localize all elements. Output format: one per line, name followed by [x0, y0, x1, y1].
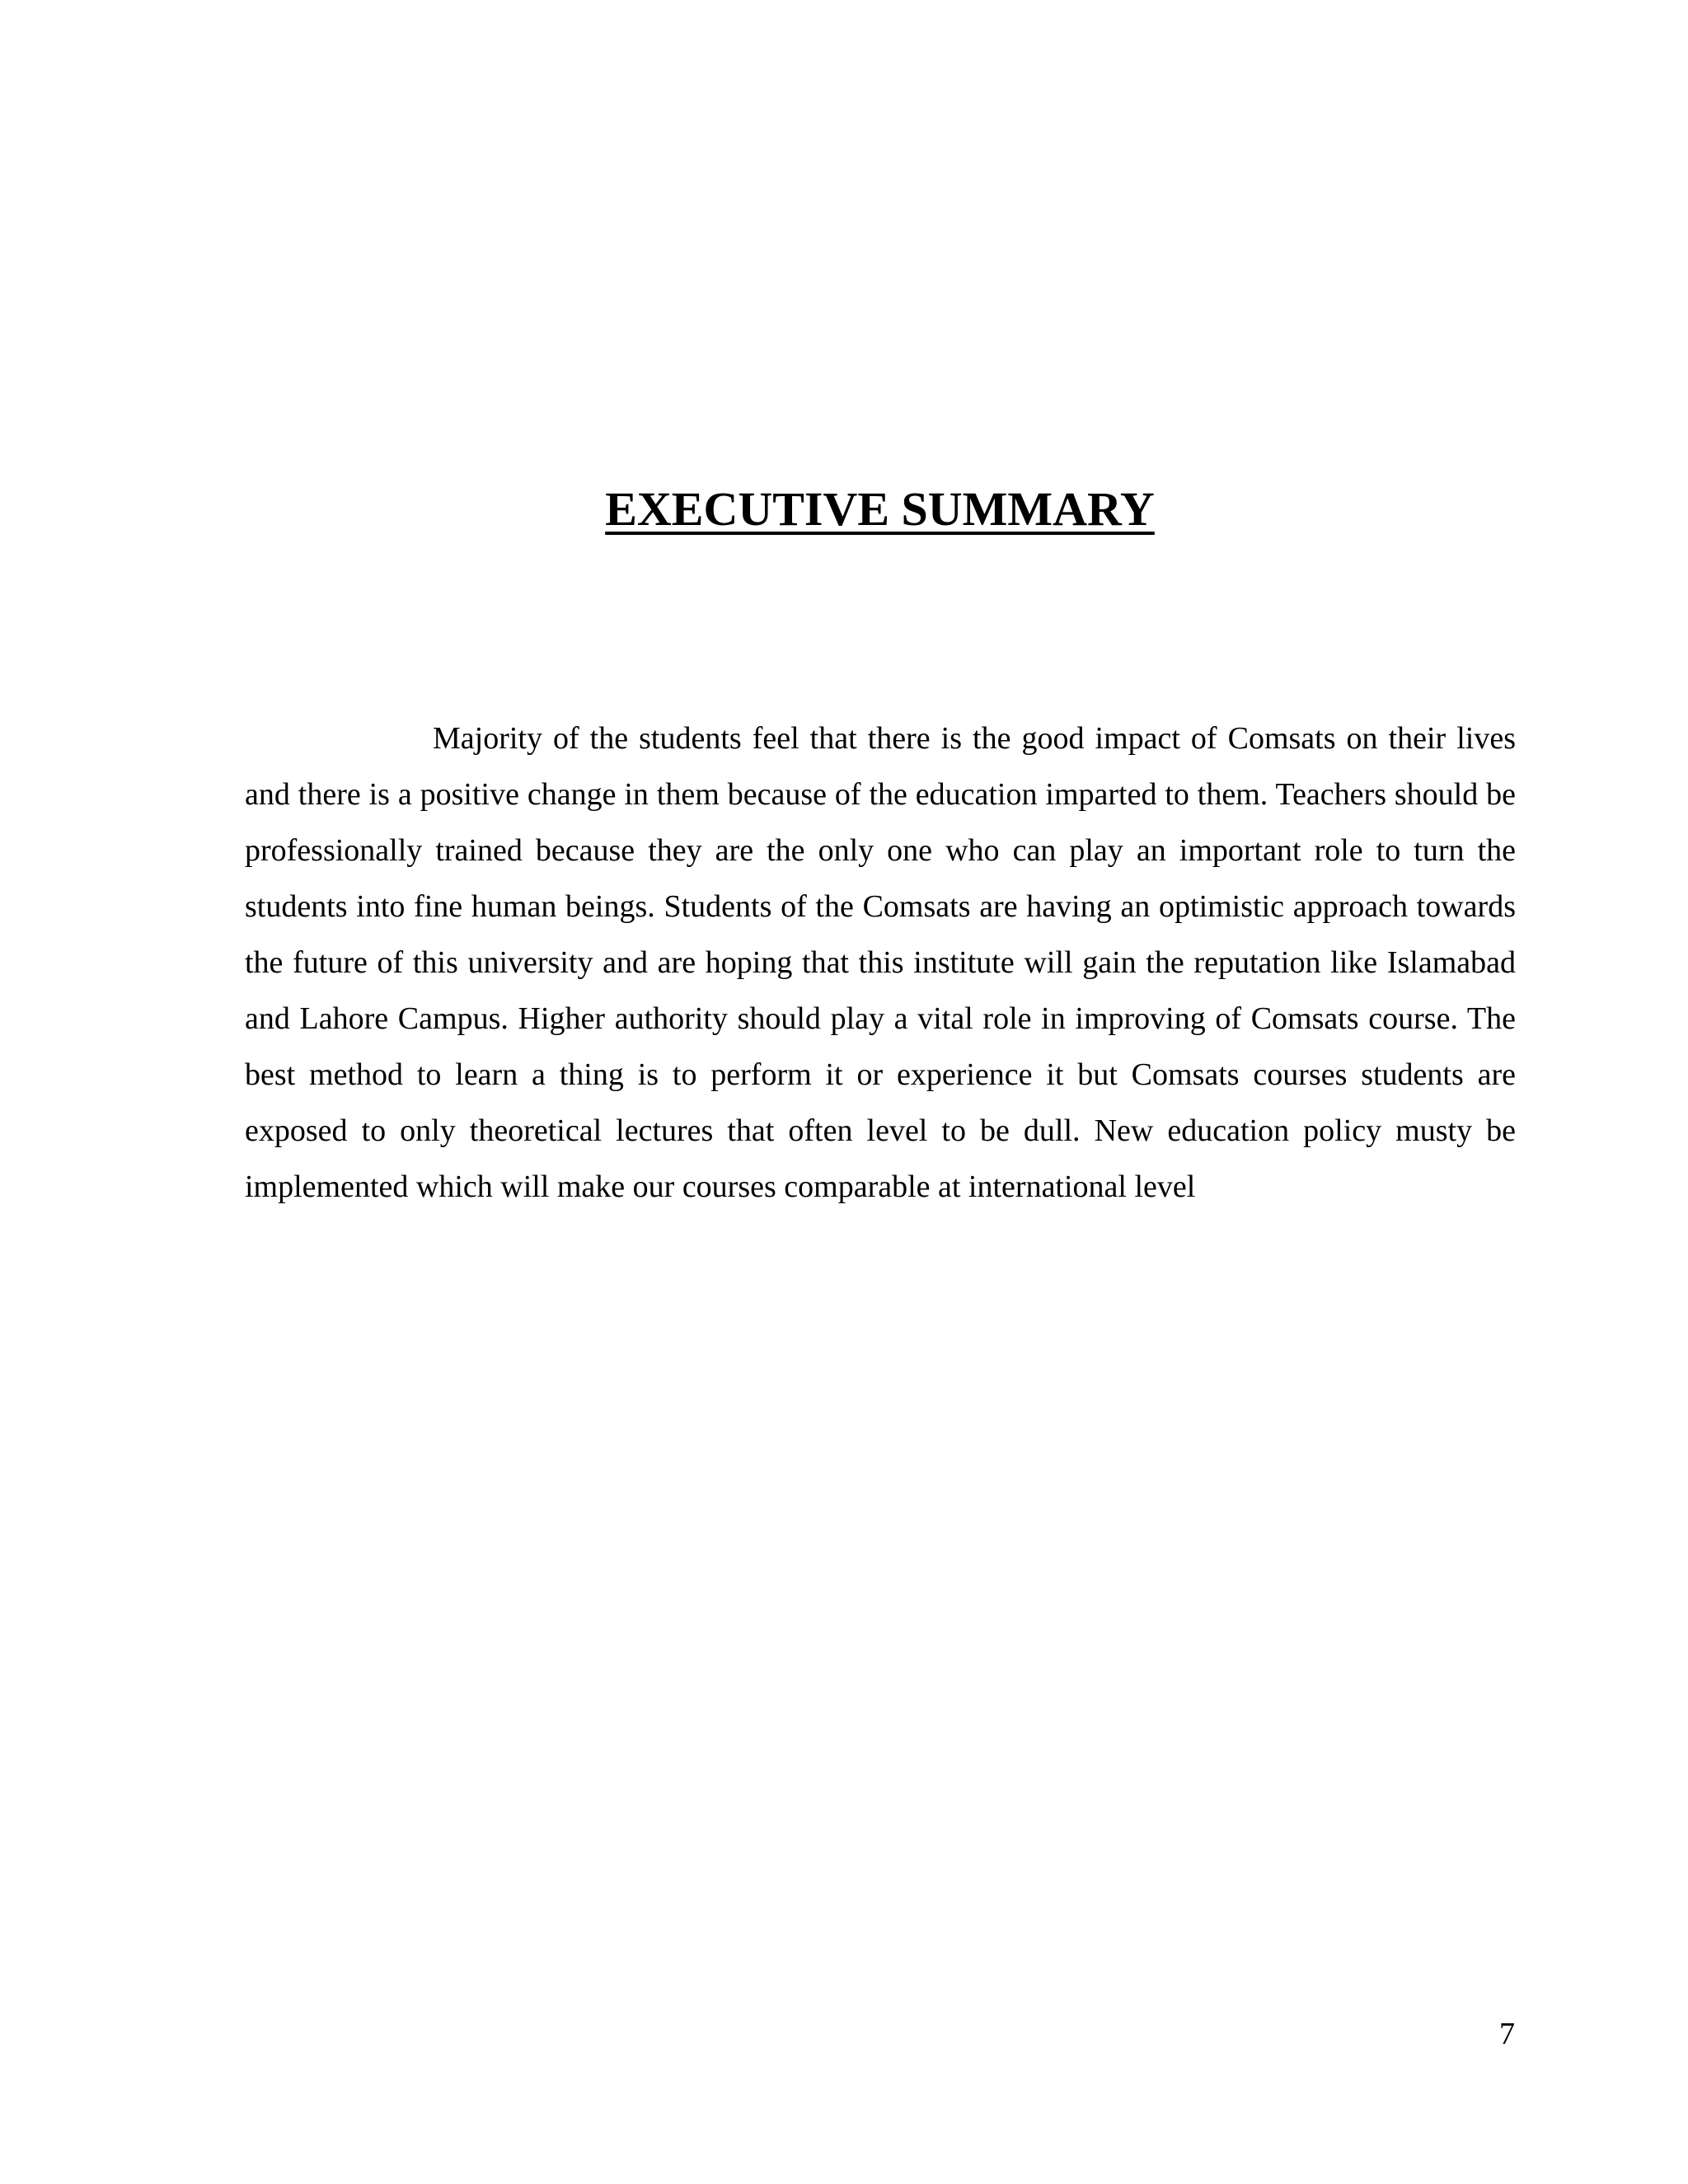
page-title: EXECUTIVE SUMMARY — [605, 482, 1155, 536]
summary-paragraph: Majority of the students feel that there is the good impact of Comsats on their lives and there is a positive change in them because of the education imparted to them. Teachers should be professionally trained because they are the only one who can play an important role to turn the students into fine human beings. Students of the Comsats are having an optimistic approach towards the future of this university and are hoping that this institute will gain the reputation like Islamabad and Lahore Campus. Higher authority should play a vital role in improving of Comsats course. The best method to learn a thing is to perform it or experience it but Comsats courses students are exposed to only theoretical lectures that often level to be dull. New education policy musty be implemented which will make our courses comparable at international level — [245, 721, 1516, 1204]
page-number: 7 — [1499, 2017, 1515, 2051]
